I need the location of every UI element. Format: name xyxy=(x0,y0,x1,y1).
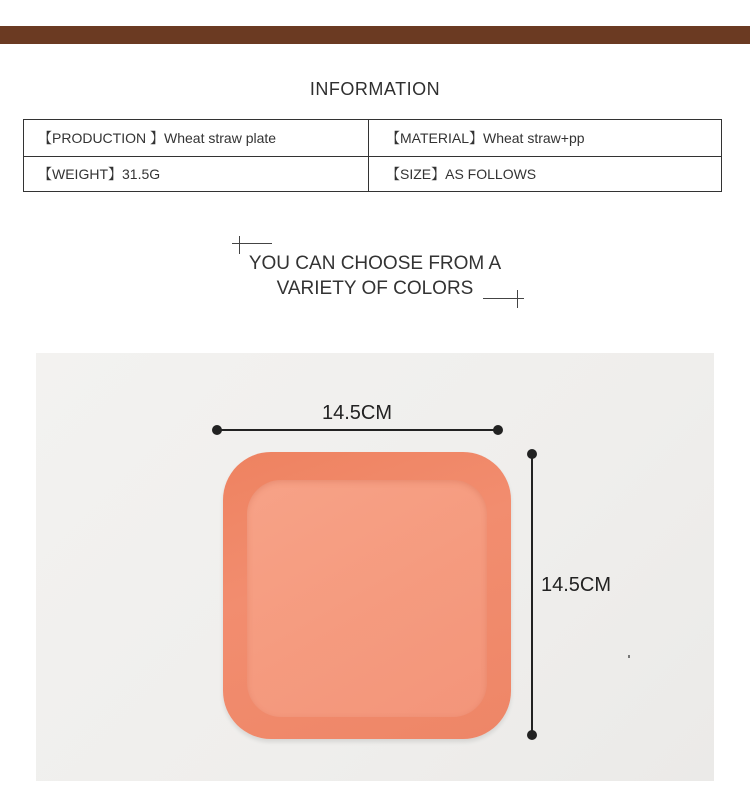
decorative-line-top-horizontal xyxy=(232,243,272,244)
plate-center xyxy=(247,480,487,717)
material-cell: 【MATERIAL】Wheat straw+pp xyxy=(368,120,722,156)
height-line-top-dot xyxy=(527,449,537,459)
height-line-bottom-dot xyxy=(527,730,537,740)
photo-speck xyxy=(628,655,630,658)
size-cell: 【SIZE】AS FOLLOWS xyxy=(368,156,722,191)
table-row xyxy=(24,156,721,191)
width-dimension-label: 14.5CM xyxy=(322,402,393,424)
weight-cell: 【WEIGHT】31.5G xyxy=(38,165,161,182)
top-decorative-bar xyxy=(0,26,750,44)
width-line-left-dot xyxy=(212,425,222,435)
width-line-right-dot xyxy=(493,425,503,435)
colors-heading-line1: YOU CAN CHOOSE FROM A xyxy=(248,253,502,274)
production-cell: 【PRODUCTION 】Wheat straw plate xyxy=(38,130,277,146)
information-heading: INFORMATION xyxy=(309,79,441,99)
height-dimension-label: 14.5CM xyxy=(541,574,612,596)
colors-heading xyxy=(0,251,750,301)
table-row xyxy=(24,120,721,157)
colors-heading-line2: VARIETY OF COLORS xyxy=(276,278,474,299)
width-dimension-line xyxy=(217,429,498,431)
information-table xyxy=(23,119,722,192)
height-dimension-line xyxy=(531,454,533,735)
